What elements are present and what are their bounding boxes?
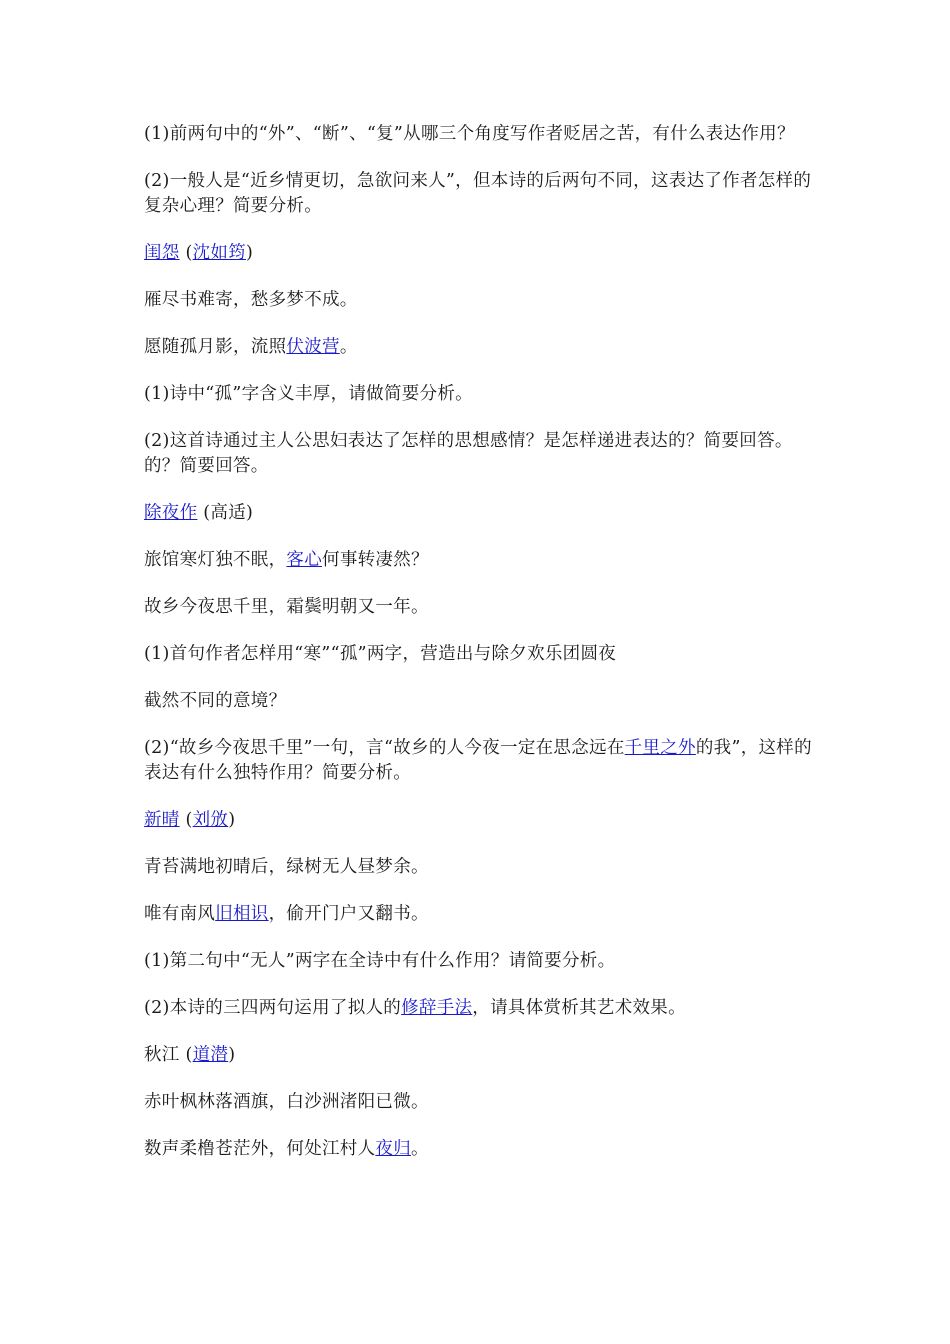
- poem-heading: [144, 501, 812, 526]
- author-bracket: ): [228, 810, 236, 830]
- poem-line-text: 何事转凄然？: [322, 550, 429, 570]
- poem-line-text: 赤叶枫林落酒旗，白沙洲渚阳已微。: [144, 1092, 429, 1112]
- term-link[interactable]: 修辞手法: [401, 998, 473, 1018]
- poem-line-text: 故乡今夜思千里，霜鬓明朝又一年。: [144, 597, 429, 617]
- question-text: (2)“故乡今夜思千里”一句，言“故乡的人今夜一定在思念远在: [144, 738, 625, 758]
- question-text: ，请具体赏析其艺术效果。: [472, 998, 686, 1018]
- question-paragraph: [144, 382, 812, 407]
- author-link[interactable]: 道潜: [192, 1045, 229, 1065]
- poem-line-text: ，偷开门户又翻书。: [268, 904, 429, 924]
- question-paragraph: [144, 949, 812, 974]
- poem-title: 秋江: [144, 1045, 180, 1065]
- poem-line: [144, 548, 812, 573]
- author-bracket: ): [246, 243, 254, 263]
- term-link[interactable]: 千里之外: [624, 738, 696, 758]
- author-link[interactable]: 沈如筠: [192, 243, 247, 263]
- poem-line: [144, 288, 812, 313]
- question-text: (2)一般人是“近乡情更切，急欲问来人”，但本诗的后两句不同，这表达了作者怎样的复杂心理？简要分析。: [144, 171, 812, 216]
- poem-heading: [144, 808, 812, 833]
- question-text: 截然不同的意境？: [144, 691, 287, 711]
- question-text: (1)第二句中“无人”两字在全诗中有什么作用？请简要分析。: [144, 951, 616, 971]
- term-link[interactable]: 旧相识: [215, 904, 269, 924]
- term-link[interactable]: 客心: [286, 550, 323, 570]
- question-text: 的我”，这样的表达有什么独特作用？简要分析。: [144, 738, 812, 783]
- question-paragraph: [144, 736, 812, 786]
- author-bracket: (: [179, 243, 193, 263]
- author-bracket: (: [179, 1045, 193, 1065]
- poem-line: [144, 335, 812, 360]
- question-paragraph: [144, 996, 812, 1021]
- poem-line: [144, 595, 812, 620]
- poem-line-text: 唯有南风: [144, 904, 216, 924]
- author-bracket: ): [228, 1045, 236, 1065]
- poem-heading: [144, 1043, 812, 1068]
- poem-line-text: 。: [339, 337, 358, 357]
- poem-line-text: 青苔满地初晴后，绿树无人昼梦余。: [144, 857, 429, 877]
- poem-line-text: 旅馆寒灯独不眠，: [144, 550, 287, 570]
- question-paragraph: [144, 689, 812, 714]
- question-text: (1)诗中“孤”字含义丰厚，请做简要分析。: [144, 384, 473, 404]
- poem-line: [144, 1137, 812, 1162]
- question-paragraph: [144, 429, 812, 479]
- term-link[interactable]: 夜归: [375, 1139, 412, 1159]
- question-paragraph: [144, 169, 812, 219]
- poem-line-text: 雁尽书难寄，愁多梦不成。: [144, 290, 358, 310]
- poem-title-link[interactable]: 新晴: [144, 810, 180, 830]
- poem-line-text: 数声柔橹苍茫外，何处江村人: [144, 1139, 376, 1159]
- document-body: [144, 122, 812, 1184]
- poem-title-link[interactable]: 除夜作: [144, 503, 198, 523]
- author-link[interactable]: 刘攽: [192, 810, 229, 830]
- term-link[interactable]: 伏波营: [286, 337, 340, 357]
- author-bracket: (: [179, 810, 193, 830]
- poem-heading: [144, 241, 812, 266]
- poem-title-link[interactable]: 闺怨: [144, 243, 180, 263]
- question-text: (1)前两句中的“外”、“断”、“复”从哪三个角度写作者贬居之苦，有什么表达作用？: [144, 124, 795, 144]
- question-paragraph: [144, 642, 812, 667]
- poem-line-text: 愿随孤月影，流照: [144, 337, 287, 357]
- author-name: (高适): [197, 503, 254, 523]
- question-text: (2)这首诗通过主人公思妇表达了怎样的思想感情？是怎样递进表达的？简要回答。的？简要回答。: [144, 431, 793, 476]
- question-text: (1)首句作者怎样用“寒”“孤”两字，营造出与除夕欢乐团圆夜: [144, 644, 617, 664]
- poem-line: [144, 855, 812, 880]
- poem-line-text: 。: [411, 1139, 429, 1159]
- poem-line: [144, 1090, 812, 1115]
- question-text: (2)本诗的三四两句运用了拟人的: [144, 998, 402, 1018]
- poem-line: [144, 902, 812, 927]
- question-paragraph: [144, 122, 812, 147]
